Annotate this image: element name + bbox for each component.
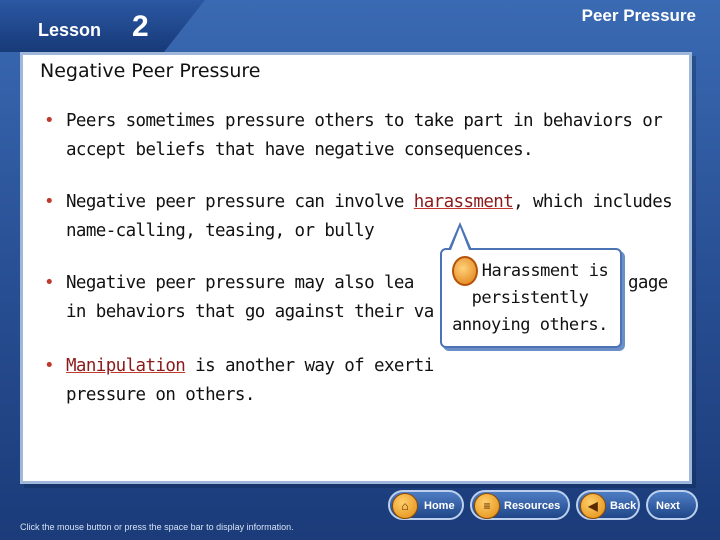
back-arrow-icon: ◀ bbox=[580, 493, 606, 519]
course-title: Peer Pressure bbox=[581, 6, 696, 25]
bullet-2 bbox=[44, 188, 694, 246]
bullet-text-part: gage bbox=[628, 273, 668, 293]
callout-definition bbox=[444, 258, 616, 339]
resources-button[interactable] bbox=[470, 490, 570, 520]
next-button[interactable] bbox=[646, 490, 698, 520]
bullet-1 bbox=[44, 107, 694, 165]
lesson-label: Lesson bbox=[38, 20, 102, 40]
slide-title: Negative Peer Pressure bbox=[40, 60, 261, 82]
bullet-marker: • bbox=[44, 111, 54, 131]
callout-text: Harassment is persistently annoying others. bbox=[452, 261, 609, 335]
glossary-term-harassment[interactable]: harassment bbox=[413, 192, 514, 212]
home-icon: ⌂ bbox=[392, 493, 418, 519]
bullet-text-part: in behaviors that go against their va bbox=[66, 302, 434, 322]
back-button-label: Back bbox=[610, 500, 637, 512]
bullet-text: Peers sometimes pressure others to take part in behaviors or accept beliefs that have negative consequences. bbox=[66, 111, 663, 160]
bullet-text-part: Negative peer pressure can involve bbox=[66, 192, 414, 212]
navigation-bar bbox=[388, 488, 698, 524]
lesson-number: 2 bbox=[132, 10, 149, 43]
bullet-text-part: Negative peer pressure may also lea bbox=[66, 273, 414, 293]
bullet-text bbox=[66, 352, 694, 410]
bullet-text-part: pressure on others. bbox=[66, 385, 255, 405]
resources-icon: ≡ bbox=[474, 493, 500, 519]
back-button[interactable] bbox=[576, 490, 640, 520]
footer-instruction: Click the mouse button or press the space bar to display information. bbox=[20, 522, 294, 532]
bullet-marker: • bbox=[44, 356, 54, 376]
callout-tail-inner bbox=[451, 227, 469, 250]
bullet-marker: • bbox=[44, 192, 54, 212]
bullet-text-part: is another way of exerti bbox=[185, 356, 434, 376]
bullet-text-part: , which includes name-calling, teasing, or bully bbox=[66, 192, 673, 241]
glossary-term-manipulation[interactable]: Manipulation bbox=[66, 356, 186, 376]
bullet-marker: • bbox=[44, 273, 54, 293]
resources-button-label: Resources bbox=[504, 500, 561, 512]
home-button[interactable] bbox=[388, 490, 464, 520]
bullet-text bbox=[66, 188, 694, 246]
bullet-4 bbox=[44, 352, 694, 410]
home-button-label: Home bbox=[424, 500, 455, 512]
next-button-label: Next bbox=[656, 500, 680, 512]
